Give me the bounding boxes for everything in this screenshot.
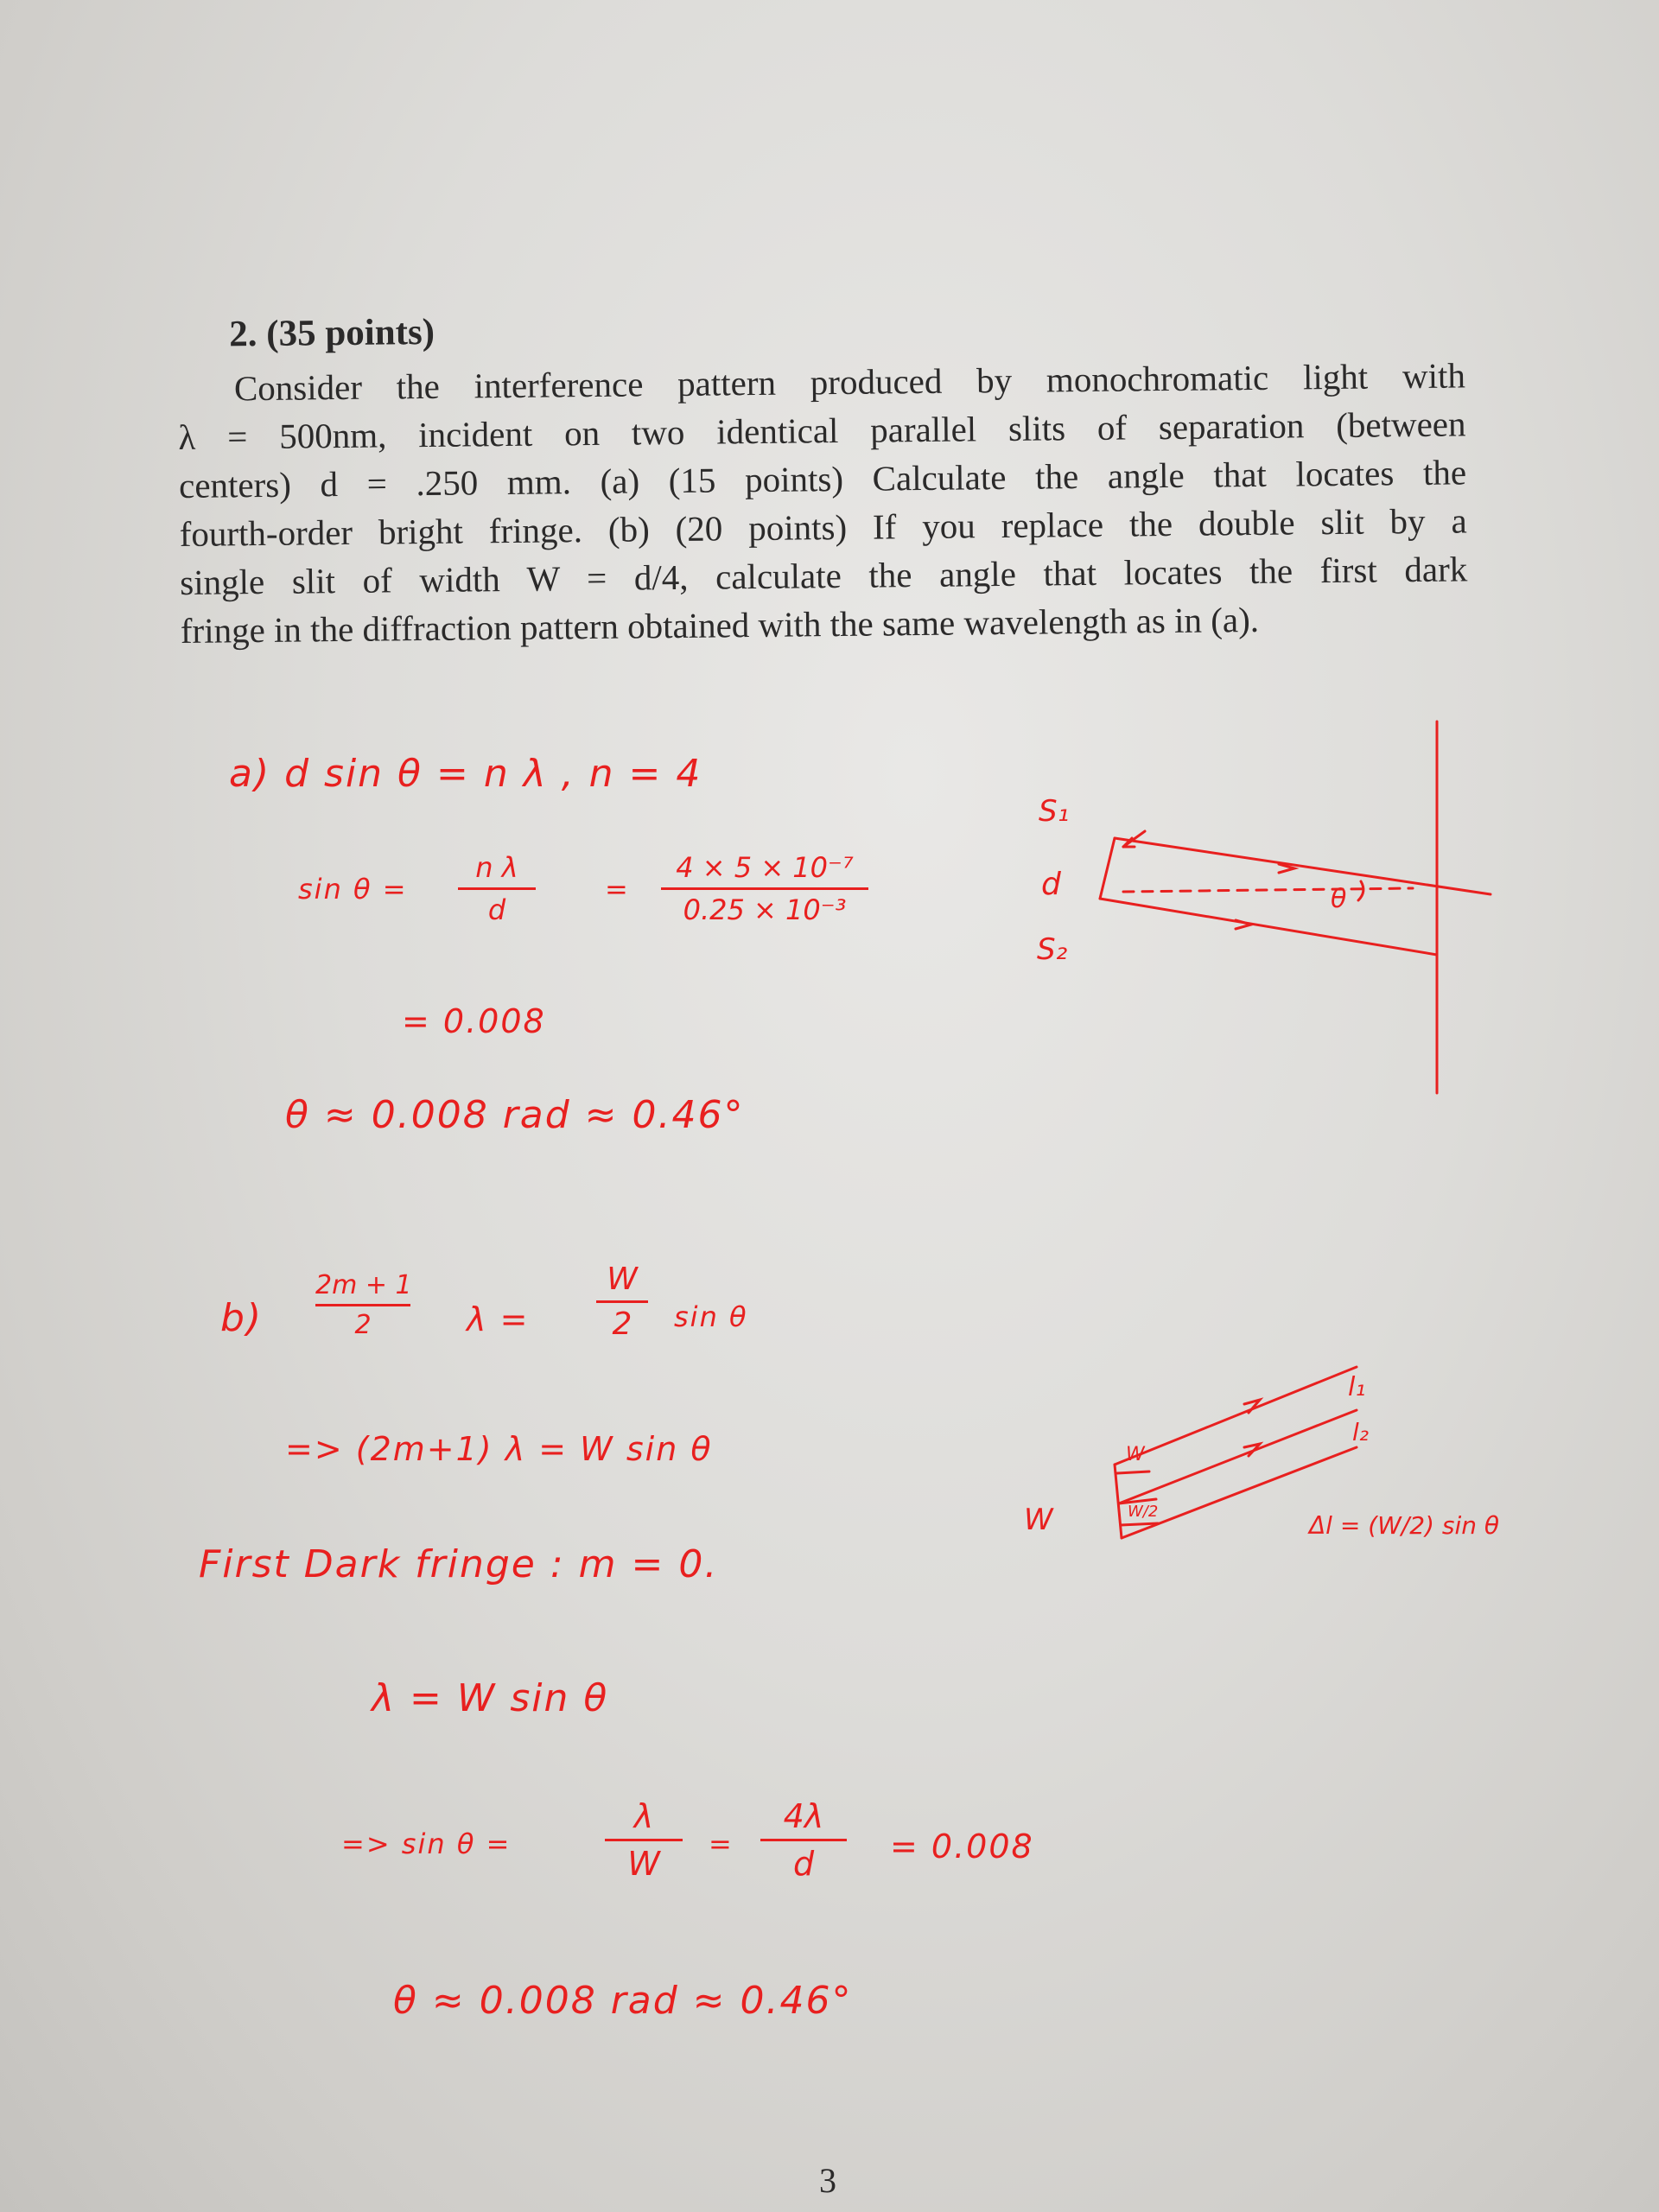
solution-a-equals: = bbox=[605, 873, 630, 906]
solution-a-fraction-1 bbox=[458, 851, 536, 926]
fraction-bar bbox=[315, 1304, 410, 1306]
fraction-bar bbox=[458, 887, 536, 890]
problem-line-1: Consider the interference pattern produced by monochromatic light with bbox=[233, 355, 1466, 409]
slit-1-label: S₁ bbox=[1039, 794, 1070, 829]
angle-label: θ bbox=[1331, 884, 1347, 914]
fraction-denominator: d bbox=[792, 1845, 815, 1883]
slit-top-label: W bbox=[1126, 1444, 1145, 1465]
slit-2-label: S₂ bbox=[1037, 932, 1068, 967]
double-slit-diagram bbox=[1020, 709, 1503, 1115]
solution-a-fraction-2 bbox=[661, 851, 868, 926]
solution-b-fraction-2 bbox=[596, 1262, 648, 1342]
problem-line-6: fringe in the diffraction pattern obtained with the same wavelength as in (a). bbox=[180, 599, 1260, 651]
problem-statement bbox=[177, 297, 1468, 655]
problem-line-4: fourth-order bright fringe. (b) (20 points) If you replace the double slit by a bbox=[179, 500, 1467, 554]
solution-a-result-2: θ ≈ 0.008 rad ≈ 0.46° bbox=[285, 1093, 745, 1137]
fraction-numerator: λ bbox=[633, 1797, 654, 1835]
ray-2 bbox=[1119, 1410, 1357, 1503]
path-1-label: l₁ bbox=[1348, 1372, 1366, 1402]
solution-b-line-5-equals: = bbox=[709, 1827, 734, 1860]
separation-label: d bbox=[1041, 867, 1061, 902]
fraction-denominator: d bbox=[487, 893, 506, 926]
page-number: 3 bbox=[819, 2161, 836, 2200]
solution-b-line-4: λ = W sin θ bbox=[372, 1676, 609, 1720]
ray-upper bbox=[1115, 838, 1491, 894]
solution-b-line-6: θ ≈ 0.008 rad ≈ 0.46° bbox=[393, 1979, 853, 2023]
solution-a-sin-lhs: sin θ = bbox=[298, 873, 408, 906]
slit-width-label: W bbox=[1024, 1503, 1053, 1537]
fraction-denominator: 0.25 × 10⁻³ bbox=[683, 893, 847, 926]
fraction-denominator: W bbox=[627, 1845, 660, 1883]
solution-a-result-1: = 0.008 bbox=[402, 1002, 546, 1040]
solution-b-lambda-eq: λ = bbox=[467, 1300, 530, 1338]
fraction-bar bbox=[605, 1839, 683, 1841]
fraction-numerator: 4 × 5 × 10⁻⁷ bbox=[676, 851, 854, 884]
solution-a-equation: a) d sin θ = n λ , n = 4 bbox=[229, 752, 702, 796]
solution-b-fraction-4 bbox=[760, 1797, 847, 1883]
solution-b-fraction-3 bbox=[605, 1797, 683, 1883]
fraction-denominator: 2 bbox=[612, 1306, 632, 1342]
slit-half-label: W/2 bbox=[1128, 1503, 1159, 1521]
solution-b-line-5-lhs: => sin θ = bbox=[341, 1827, 512, 1860]
fraction-numerator: 4λ bbox=[783, 1797, 824, 1835]
solution-b-label: b) bbox=[220, 1296, 264, 1340]
solution-b-fraction-1 bbox=[315, 1270, 410, 1340]
problem-line-2: λ = 500nm, incident on two identical parallel slits of separation (between bbox=[178, 404, 1466, 457]
problem-line-3: centers) d = .250 mm. (a) (15 points) Calculate the angle that locates the bbox=[178, 452, 1467, 505]
fraction-denominator: 2 bbox=[354, 1310, 372, 1340]
fraction-numerator: W bbox=[607, 1262, 638, 1297]
problem-heading: 2. (35 points) bbox=[229, 311, 435, 355]
ray-lower bbox=[1100, 899, 1437, 955]
solution-b-sin: sin θ bbox=[674, 1300, 748, 1333]
center-axis bbox=[1123, 888, 1413, 892]
arrow-lower bbox=[1236, 920, 1251, 929]
slit-separation bbox=[1100, 838, 1115, 899]
fraction-numerator: 2m + 1 bbox=[315, 1270, 412, 1300]
ray-1 bbox=[1115, 1367, 1357, 1465]
solution-b-line-5-result: = 0.008 bbox=[890, 1827, 1034, 1866]
problem-line-5: single slit of width W = d/4, calculate the angle that locates the first dark bbox=[180, 549, 1468, 602]
solution-b-line-3: First Dark fringe : m = 0. bbox=[199, 1542, 719, 1586]
theta-arc bbox=[1358, 881, 1363, 900]
fraction-bar bbox=[661, 887, 868, 890]
slit-width-line bbox=[1115, 1465, 1122, 1538]
single-slit-diagram bbox=[1011, 1361, 1564, 1586]
path-difference-label: Δl = (W/2) sin θ bbox=[1309, 1511, 1500, 1540]
fraction-bar bbox=[596, 1300, 648, 1303]
fraction-numerator: n λ bbox=[475, 851, 518, 884]
fraction-bar bbox=[760, 1839, 847, 1841]
solution-b-line-2: => (2m+1) λ = W sin θ bbox=[285, 1430, 713, 1468]
path-2-label: l₂ bbox=[1352, 1418, 1370, 1446]
